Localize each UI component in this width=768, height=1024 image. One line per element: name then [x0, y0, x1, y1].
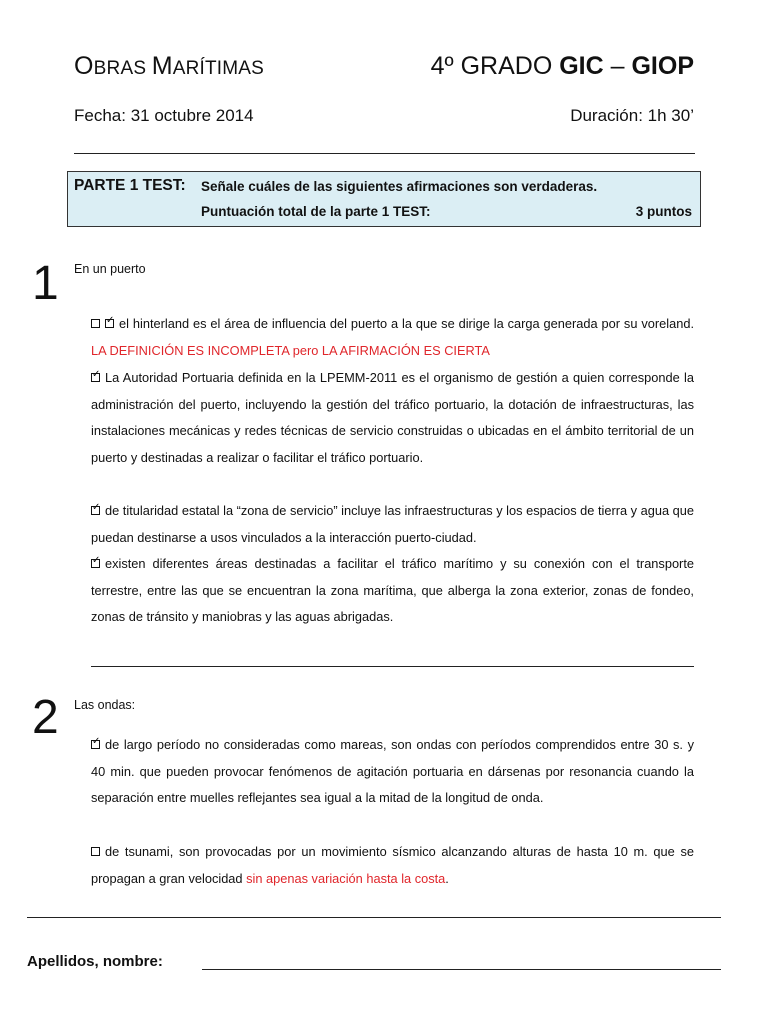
name-field-line[interactable]: [202, 969, 721, 970]
question-intro: En un puerto: [74, 262, 146, 276]
checked-box-icon[interactable]: ✓: [92, 369, 101, 380]
checked-box-icon[interactable]: ✓: [92, 555, 101, 566]
question-number: 1: [32, 257, 59, 310]
checked-box-icon[interactable]: ✓: [92, 502, 101, 513]
name-field-label: Apellidos, nombre:: [27, 953, 163, 970]
unchecked-box-icon[interactable]: [91, 847, 100, 856]
correction-note: LA DEFINICIÓN ES INCOMPLETA pero LA AFIRMACIÓN ES CIERTA: [91, 342, 490, 358]
checked-box-icon[interactable]: ✓: [106, 315, 115, 326]
test-score-label: Puntuación total de la parte 1 TEST:: [201, 204, 431, 219]
answer-item: ✓ el hinterland es el área de influencia del puerto a la que se dirige la carga generada por su voreland. LA DEFINICIÓN ES INCOMPLETA pero LA AFIRMACIÓN ES CIERTA: [91, 315, 694, 358]
correction-note: sin apenas variación hasta la costa: [246, 870, 446, 886]
question-intro: Las ondas:: [74, 698, 136, 712]
answer-item: ✓ La Autoridad Portuaria definida en la LPEMM-2011 es el organismo de gestión a quien corresponde la administración del puerto, incluyendo la gestión del tráfico portuario, la dotación de infraestructuras, las instalaciones mecánicas y redes técnicas de servicio construidas o ubicadas en el ámbito territorial de un puerto y destinadas a realizar o facilitar el tráfico portuario.: [91, 369, 694, 466]
course-title: OBRAS MARÍTIMAS: [74, 52, 265, 80]
question-divider: [91, 666, 694, 667]
header-divider: [74, 153, 695, 154]
grade-title: 4º GRADO GIC – GIOP: [430, 52, 694, 80]
test-instructions-box: [67, 171, 701, 227]
answer-item: ✓ de largo período no consideradas como mareas, son ondas con períodos comprendidos entre 30 s. y 40 min. que pueden provocar fenómenos de agitación portuaria en dársenas por resonancia cuando la separación entre muelles reflejantes sea igual a la mitad de la longitud de onda.: [91, 736, 694, 806]
question-number: 2: [32, 691, 59, 744]
exam-date: Fecha: 31 octubre 2014: [74, 106, 254, 125]
answer-item: ✓ de titularidad estatal la “zona de servicio” incluye las infraestructuras y los espacios de tierra y agua que puedan destinarse a usos vinculados a la interacción puerto-ciudad.: [91, 502, 694, 545]
test-part-label: PARTE 1 TEST:: [74, 177, 186, 194]
test-instructions: Señale cuáles de las siguientes afirmaciones son verdaderas.: [201, 179, 598, 194]
answer-item: ✓ existen diferentes áreas destinadas a facilitar el tráfico marítimo y su conexión con el transporte terrestre, entre las que se encuentran la zona marítima, que alberga la zona exterior, zonas de fondeo, zonas de tránsito y maniobras y las aguas abrigadas.: [91, 555, 694, 625]
checked-box-icon[interactable]: ✓: [92, 736, 101, 747]
exam-duration: Duración: 1h 30’: [570, 106, 694, 125]
unchecked-box-icon[interactable]: [91, 319, 100, 328]
answer-item: de tsunami, son provocadas por un movimiento sísmico alcanzando alturas de hasta 10 m. que se propagan a gran velocidad sin apenas variación hasta la costa.: [91, 844, 694, 886]
test-score-points: 3 puntos: [635, 204, 692, 219]
footer-divider: [27, 917, 721, 918]
